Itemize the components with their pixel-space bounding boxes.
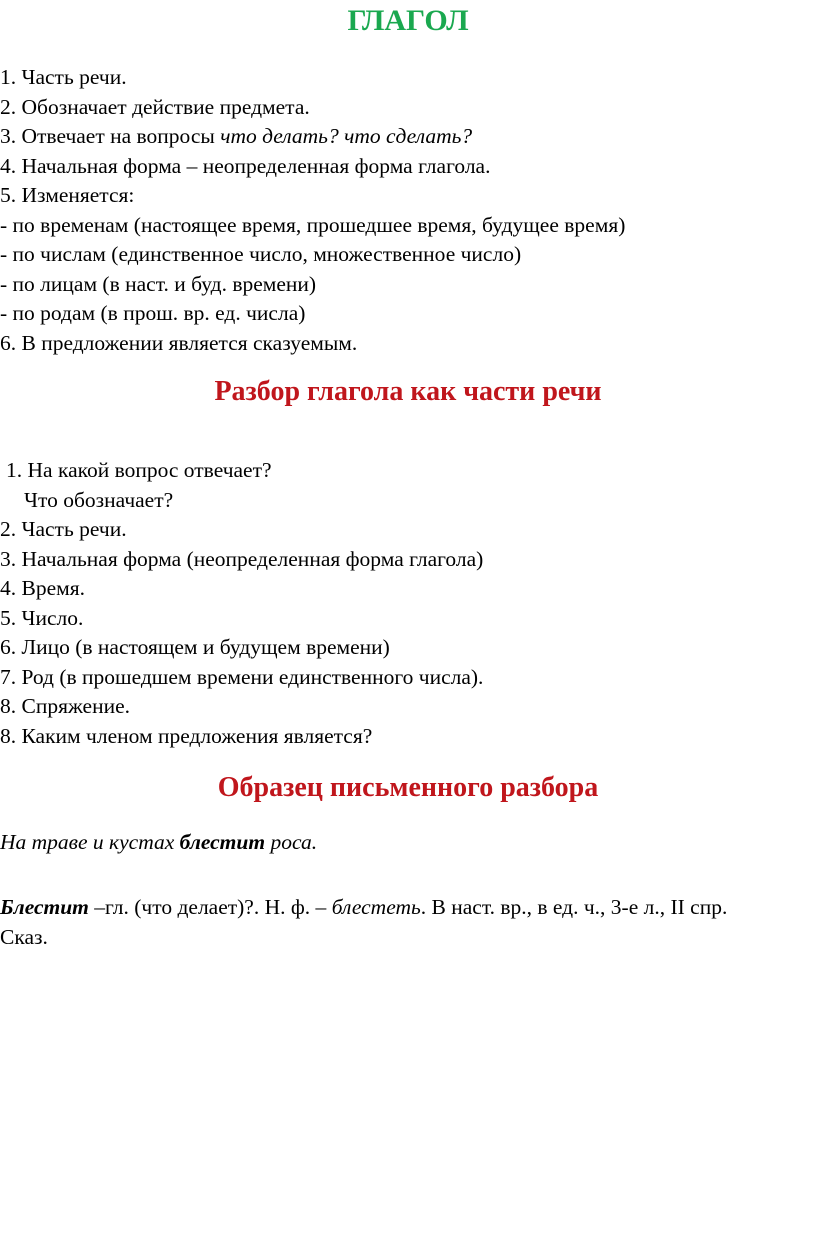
list-item: 2. Обозначает действие предмета. — [0, 94, 310, 119]
list-item: - по числам (единственное число, множественное число) — [0, 242, 522, 266]
analysis-word: Блестит — [0, 895, 89, 919]
analysis-text: –гл. ( — [88, 895, 142, 919]
verb-properties-list — [0, 63, 625, 358]
example-sentence — [0, 828, 317, 857]
list-item: 8. Каким членом предложения является? — [0, 723, 373, 748]
list-item: 5. Изменяется: — [0, 183, 135, 207]
example-analysis — [0, 892, 816, 952]
analysis-text: . В наст. вр., в ед. ч., 3-е л., II спр. — [420, 895, 728, 919]
list-item: 6. Лицо (в настоящем и будущем времени) — [0, 635, 390, 659]
list-item: 2. Часть речи. — [0, 517, 127, 541]
list-item: 8. Спряжение. — [0, 694, 131, 718]
analysis-text: что делает)?. Н. ф. – — [141, 895, 332, 919]
sentence-part: На траве и кустах — [0, 830, 180, 854]
sentence-verb: блестит — [179, 830, 266, 854]
sentence-part: роса. — [265, 830, 318, 854]
list-item: 7. Род (в прошедшем времени единственного числа). — [0, 664, 484, 689]
list-item: 1. Часть речи. — [0, 65, 127, 89]
analysis-line: Сказ. — [0, 925, 48, 949]
page-title: ГЛАГОЛ — [347, 4, 469, 37]
section-title-example: Образец письменного разбора — [217, 772, 599, 803]
question-examples: что делать? что сделать? — [220, 124, 473, 148]
analysis-infinitive: блестеть — [331, 895, 421, 919]
list-item: - по лицам (в наст. и буд. времени) — [0, 271, 317, 296]
list-item: - по родам (в прош. вр. ед. числа) — [0, 301, 306, 325]
list-item — [0, 122, 625, 152]
list-item-text: 3. Отвечает на вопросы — [0, 124, 221, 148]
list-item: 6. В предложении является сказуемым. — [0, 330, 358, 355]
list-item: 5. Число. — [0, 605, 84, 630]
list-item: 3. Начальная форма (неопределенная форма глагола) — [0, 546, 484, 571]
analysis-steps-list — [0, 456, 483, 751]
section-title-analysis: Разбор глагола как части речи — [214, 376, 602, 407]
list-item: 1. На какой вопрос отвечает? — [6, 458, 272, 482]
analysis-line — [0, 892, 816, 922]
list-item: 4. Время. — [0, 576, 86, 600]
list-item: 4. Начальная форма – неопределенная форма глагола. — [0, 153, 491, 178]
list-item: Что обозначает? — [24, 487, 174, 512]
list-item: - по временам (настоящее время, прошедшее время, будущее время) — [0, 212, 626, 237]
